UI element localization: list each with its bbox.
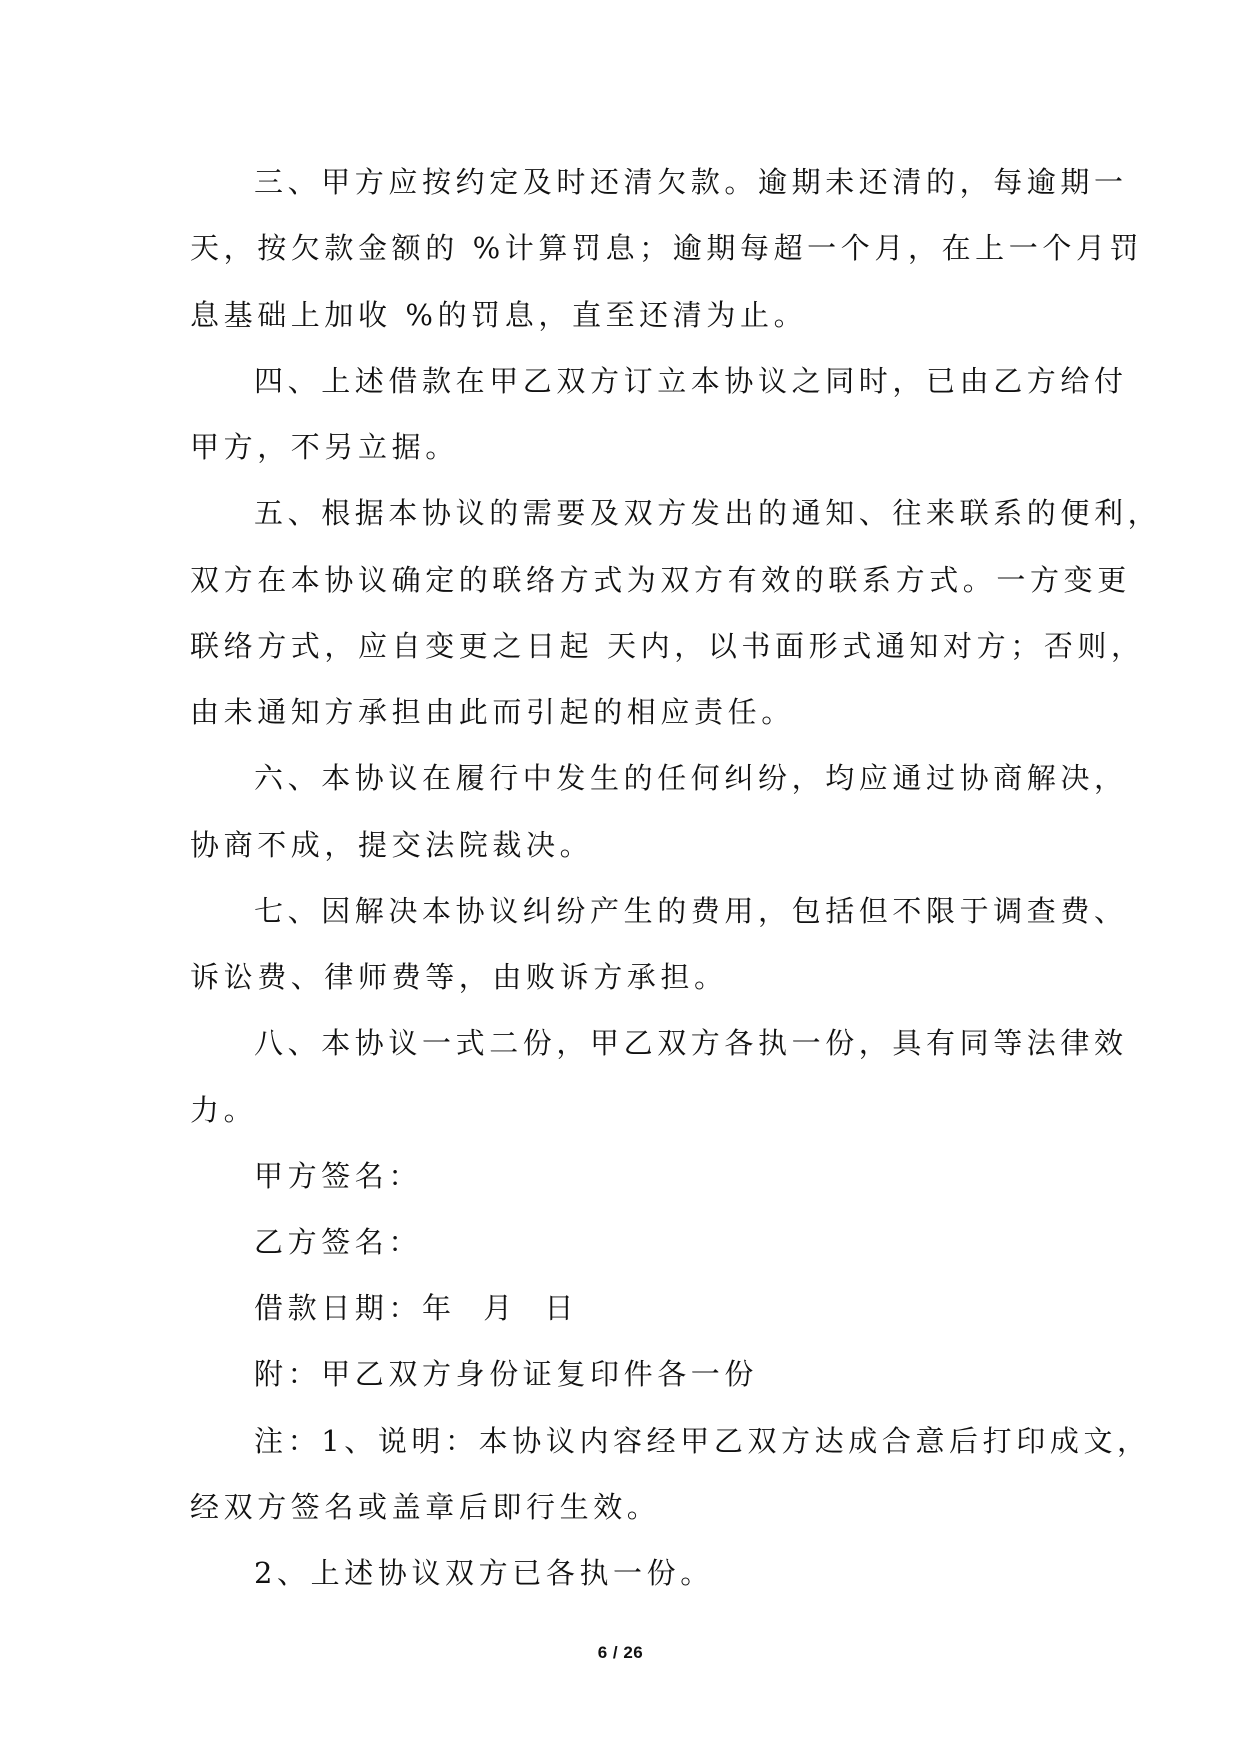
clause-5-line-1: 五、根据本协议的需要及双方发出的通知、往来联系的便利， [254,496,1162,530]
party-b-signature-line: 乙方签名： [254,1225,423,1259]
clause-5-line-2: 双方在本协议确定的联络方式为双方有效的联系方式。一方变更 [190,563,1131,597]
clause-7-line-1: 七、因解决本协议纠纷产生的费用，包括但不限于调查费、 [254,894,1128,928]
clause-4-line-1: 四、上述借款在甲乙双方订立本协议之同时，已由乙方给付 [254,364,1128,398]
note-2-line: 2、上述协议双方已各执一份。 [254,1556,714,1590]
clause-3-line-2: 天，按欠款金额的 %计算罚息；逾期每超一个月，在上一个月罚 [190,231,1144,265]
clause-5-line-3: 联络方式，应自变更之日起 天内，以书面形式通知对方；否则， [190,629,1145,663]
note-1-line-2: 经双方签名或盖章后即行生效。 [190,1490,661,1524]
clause-6-line-1: 六、本协议在履行中发生的任何纠纷，均应通过协商解决， [254,761,1128,795]
clause-8-line-1: 八、本协议一式二份，甲乙双方各执一份，具有同等法律效 [254,1026,1128,1060]
party-a-signature-line: 甲方签名： [254,1159,423,1193]
attachment-line: 附：甲乙双方身份证复印件各一份 [254,1357,759,1391]
clause-5-line-4: 由未通知方承担由此而引起的相应责任。 [190,695,795,729]
clause-7-line-2: 诉讼费、律师费等，由败诉方承担。 [190,960,728,994]
loan-date-line: 借款日期：年 月 日 [254,1291,579,1325]
page-number: 6 / 26 [597,1643,644,1662]
note-1-line-1: 注：1、说明：本协议内容经甲乙双方达成合意后打印成文， [254,1424,1151,1458]
clause-3-line-1: 三、甲方应按约定及时还清欠款。逾期未还清的，每逾期一 [254,165,1128,199]
clause-3-line-3: 息基础上加收 %的罚息，直至还清为止。 [190,298,808,332]
clause-8-line-2: 力。 [190,1093,258,1127]
clause-6-line-2: 协商不成，提交法院裁决。 [190,828,594,862]
clause-4-line-2: 甲方，不另立据。 [190,430,459,464]
